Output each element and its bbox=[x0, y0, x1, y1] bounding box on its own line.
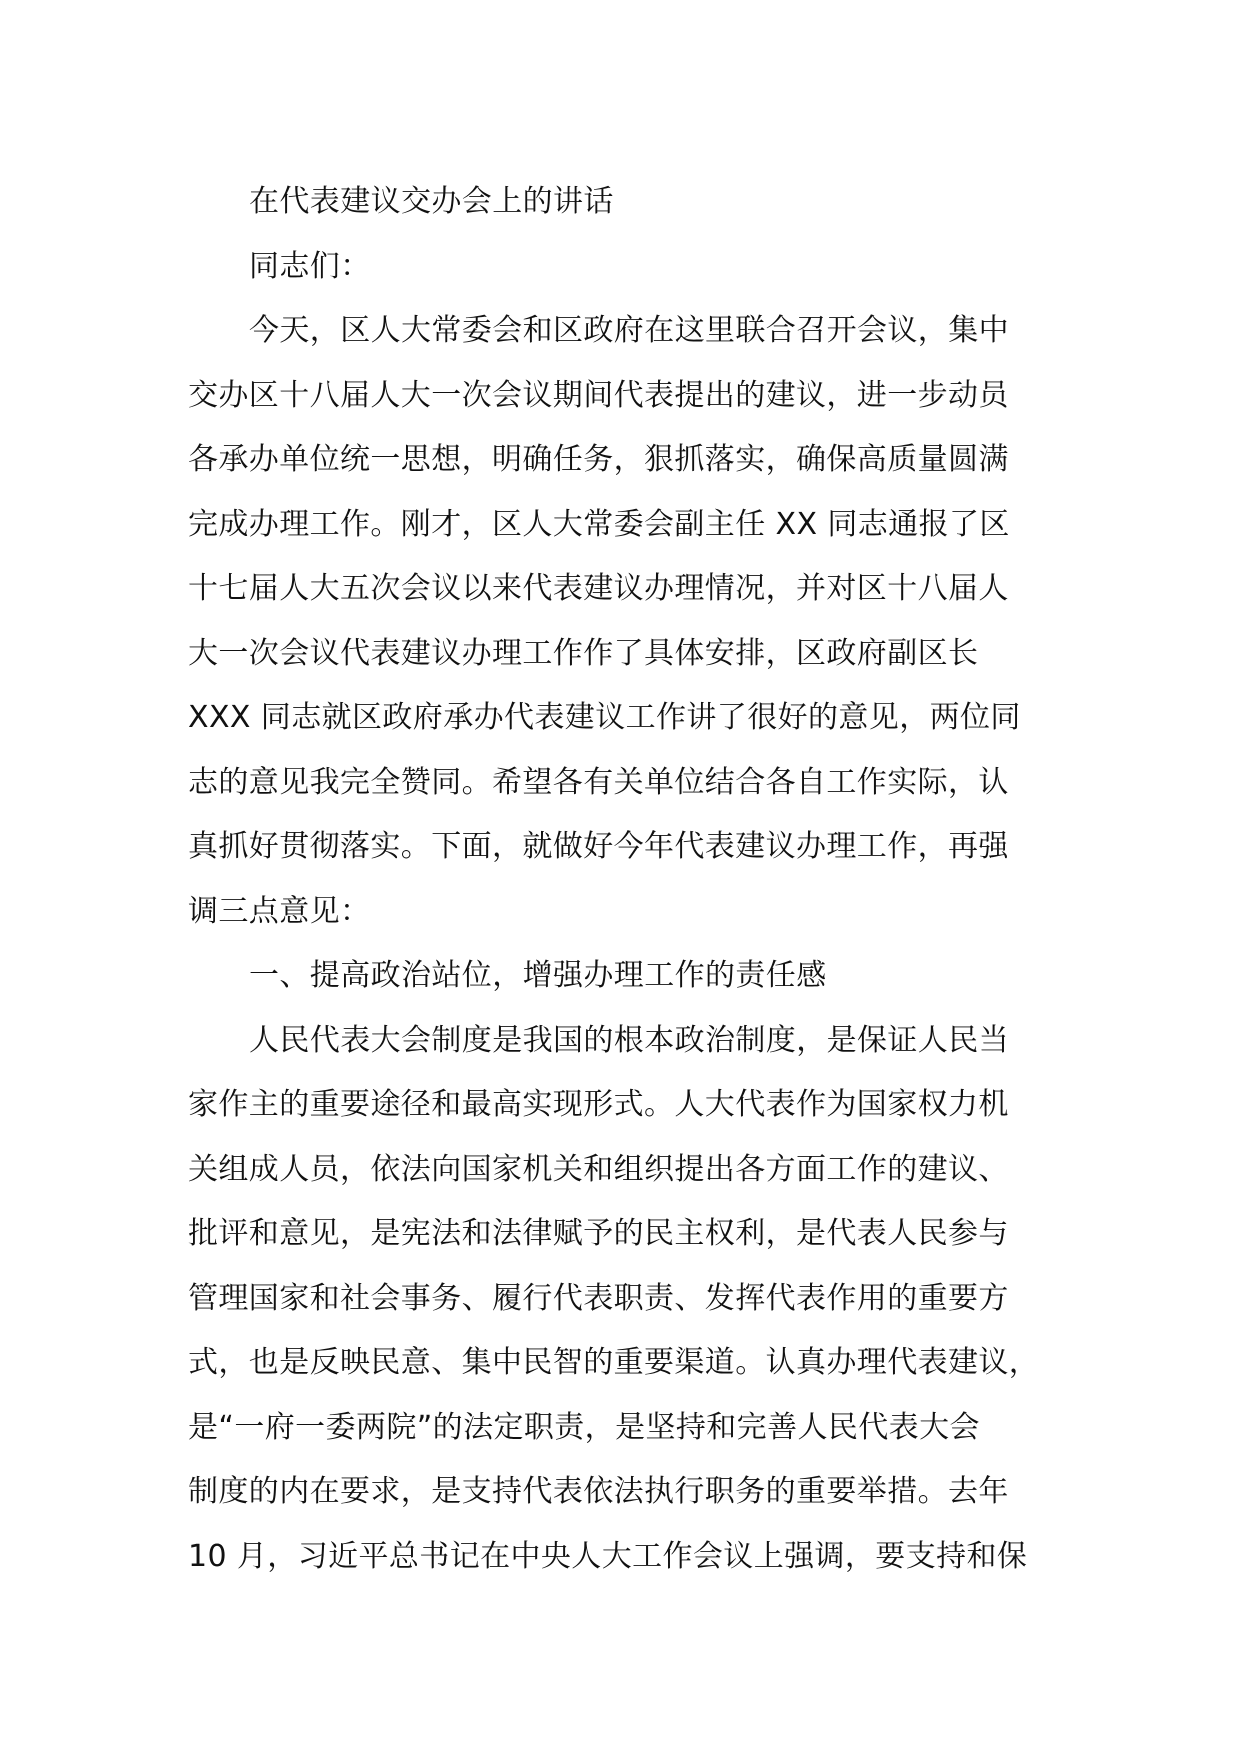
paragraph-line: 关组成人员，依法向国家机关和组织提出各方面工作的建议、 bbox=[188, 1151, 1009, 1187]
paragraph-line: 批评和意见，是宪法和法律赋予的民主权利，是代表人民参与 bbox=[188, 1216, 1009, 1251]
paragraph-line: 式，也是反映民意、集中民智的重要渠道。认真办理代表建议， bbox=[188, 1345, 1040, 1380]
section-heading: 一、提高政治站位，增强办理工作的责任感 bbox=[249, 958, 827, 993]
paragraph-line: 十七届人大五次会议以来代表建议办理情况，并对区十八届人 bbox=[188, 571, 1009, 606]
paragraph-line: 真抓好贯彻落实。下面，就做好今年代表建议办理工作，再强 bbox=[188, 829, 1009, 864]
paragraph-line: 交办区十八届人大一次会议期间代表提出的建议，进一步动员 bbox=[188, 377, 1009, 413]
paragraph-line: 各承办单位统一思想，明确任务，狠抓落实，确保高质量圆满 bbox=[188, 442, 1009, 477]
paragraph-line: 管理国家和社会事务、履行代表职责、发挥代表作用的重要方 bbox=[188, 1280, 1009, 1316]
paragraph-line: 完成办理工作。刚才，区人大常委会副主任 XX 同志通报了区 bbox=[188, 506, 1010, 542]
paragraph-line: 今天，区人大常委会和区政府在这里联合召开会议，集中 bbox=[249, 313, 1009, 348]
paragraph-line: 10 月，习近平总书记在中央人大工作会议上强调，要支持和保 bbox=[188, 1538, 1028, 1574]
paragraph-line: 志的意见我完全赞同。希望各有关单位结合各自工作实际，认 bbox=[188, 764, 1009, 800]
paragraph-line: 大一次会议代表建议办理工作作了具体安排，区政府副区长 bbox=[188, 635, 979, 671]
document-body bbox=[188, 170, 1068, 1589]
paragraph-line: 家作主的重要途径和最高实现形式。人大代表作为国家权力机 bbox=[188, 1087, 1009, 1122]
paragraph-line: XXX 同志就区政府承办代表建议工作讲了很好的意见，两位同 bbox=[188, 700, 1021, 735]
salutation: 同志们： bbox=[249, 248, 371, 284]
paragraph-line: 制度的内在要求，是支持代表依法执行职务的重要举措。去年 bbox=[188, 1474, 1009, 1509]
document-title: 在代表建议交办会上的讲话 bbox=[249, 184, 614, 219]
paragraph-line: 是“一府一委两院”的法定职责，是坚持和完善人民代表大会 bbox=[188, 1409, 980, 1445]
paragraph-line: 人民代表大会制度是我国的根本政治制度，是保证人民当 bbox=[249, 1022, 1009, 1058]
paragraph-line: 调三点意见： bbox=[188, 893, 371, 929]
